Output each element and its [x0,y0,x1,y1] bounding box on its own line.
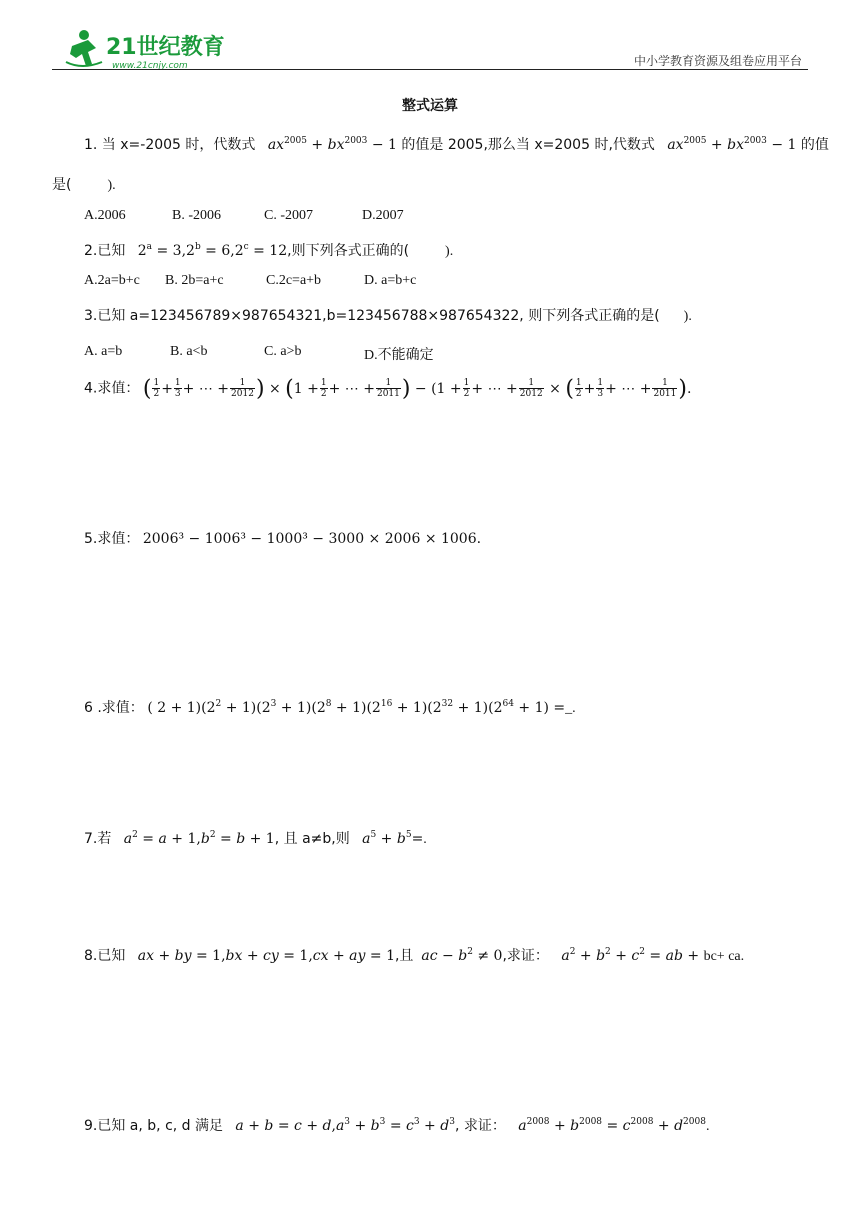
q8-claim: $a^2 + b^2 + c^2$ = ab + [561,947,704,964]
header-platform-text: 中小学教育资源及组卷应用平台 [633,54,802,68]
q3-option-d: D.不能确定 [364,348,434,363]
svg-text:21世纪教育: 21世纪教育 [106,35,225,60]
header-divider [52,69,808,70]
question-5: 5.求值： 2006³ − 1006³ − 1000³ − 3000 × 2006 × 1006. [84,531,482,547]
question-8: 8.已知 ax + by = 1,bx + cy = 1,cx + ay = 1,且 ac − $b^2 \ne 0$,求证： $a^2 + b^2 + c^2$ = ab + bc+ ca. [84,947,745,964]
question-6: 6 .求值： ( $2 + 1)(2^2 + 1)(2^3 + 1)(2^8 + 1)(2^{16} + 1)(2^{32} + 1)(2^{64} + 1)$ =_. [84,699,576,716]
q2-option-c: C.2c=a+b [266,273,322,288]
q6-expression: ( $2 + 1)(2^2 + 1)(2^3 + 1)(2^8 + 1)(2^{16} + 1)(2^{32} + 1)(2^{64} + 1)$ = [147,699,566,716]
q8-inequality: ac − $b^2 \ne 0$ [421,947,503,964]
q2-option-a: A.2a=b+c [84,273,140,288]
q3-option-c: C. a>b [264,344,302,359]
q4-expression: ( $\frac{1}{2}$ + $\frac{1}{3}$ + ⋯ + $\frac{1}{2012}$ ) × (1 + $\frac{1}{2}$ + ⋯ + $\frac{1}{2011}$ ) − (1 + $\frac{1}{2}$ + ⋯ + $\frac{1}{2012}$ × ( $\frac{1}{2}$ + $\frac{1}{3}$ + ⋯ + $\frac{1}{2011}$ ). [142,376,692,401]
svg-text:www.21cnjy.com: www.21cnjy.com [112,61,188,71]
q7-target: $a^5 + b^5=$ [362,830,424,847]
q1-option-d: D.2007 [362,208,404,223]
runner-logo-icon [62,26,232,74]
question-9: 9.已知 a, b, c, d 满足 $a + b = c + d,a^3 + b^3 = c^3 + d^3$, 求证： $a^{2008} + b^{2008} = c^{2008} + d^{2008}$. [84,1117,710,1134]
question-3: 3.已知 a=123456789×987654321,b=123456788×987654322, 则下列各式正确的是( ). [84,308,692,324]
q2-option-d: D. a=b+c [364,273,417,288]
q8-conditions: ax + by = 1,bx + cy = 1,cx + ay = 1 [137,948,395,964]
page-title: 整式运算 [402,98,458,114]
question-7: 7.若 $a^2 = a + 1,b^2 = b + 1$, 且 a≠b,则 $a^5 + b^5=$. [84,830,427,847]
q5-expression: 2006³ − 1006³ − 1000³ − 3000 × 2006 × 1006. [142,531,482,547]
q1-option-c: C. -2007 [264,208,313,223]
q2-option-b: B. 2b=a+c [165,273,224,288]
q3-option-b: B. a<b [170,344,208,359]
q1-expression: $ax^{2005} + bx^{2003} - 1$ [267,136,402,153]
q9-conditions: $a + b = c + d,a^3 + b^3 = c^3 + d^3$ [235,1117,455,1134]
q1-option-b: B. -2006 [172,208,221,223]
q9-claim: $a^{2008} + b^{2008} = c^{2008} + d^{2008}$ [518,1117,706,1134]
q3-option-a: A. a=b [84,344,123,359]
question-4: 4.求值： ( $\frac{1}{2}$ + $\frac{1}{3}$ + ⋯ + $\frac{1}{2012}$ ) × (1 + $\frac{1}{2}$ + ⋯ + $\frac{1}{2011}$ ) − (1 + $\frac{1}{2}$ + ⋯ + $\frac{1}{2012}$ × ( $\frac{1}{2}$ + $\frac{1}{3}$ + ⋯ + $\frac{1}{2011}$ ). [84,376,692,401]
question-1: 1. 当 x=-2005 时，代数式 $ax^{2005} + bx^{2003} - 1$ 的值是 2005,那么当 x=2005 时,代数式 $ax^{2005} + bx^{2003} - 1$ 的值 [84,136,829,153]
q1-option-a: A.2006 [84,208,126,223]
question-2: 2.已知 $2^a = 3,2^b = 6,2^c = 12$,则下列各式正确的( ). [84,242,454,259]
q1-expression-2: $ax^{2005} + bx^{2003} - 1$ [667,136,801,153]
question-1-line2: 是( ). [52,177,116,193]
q7-expression: $a^2 = a + 1,b^2 = b + 1$ [123,830,275,847]
logo [62,26,232,74]
q2-expression: $2^a = 3,2^b = 6,2^c = 12$ [128,242,288,259]
